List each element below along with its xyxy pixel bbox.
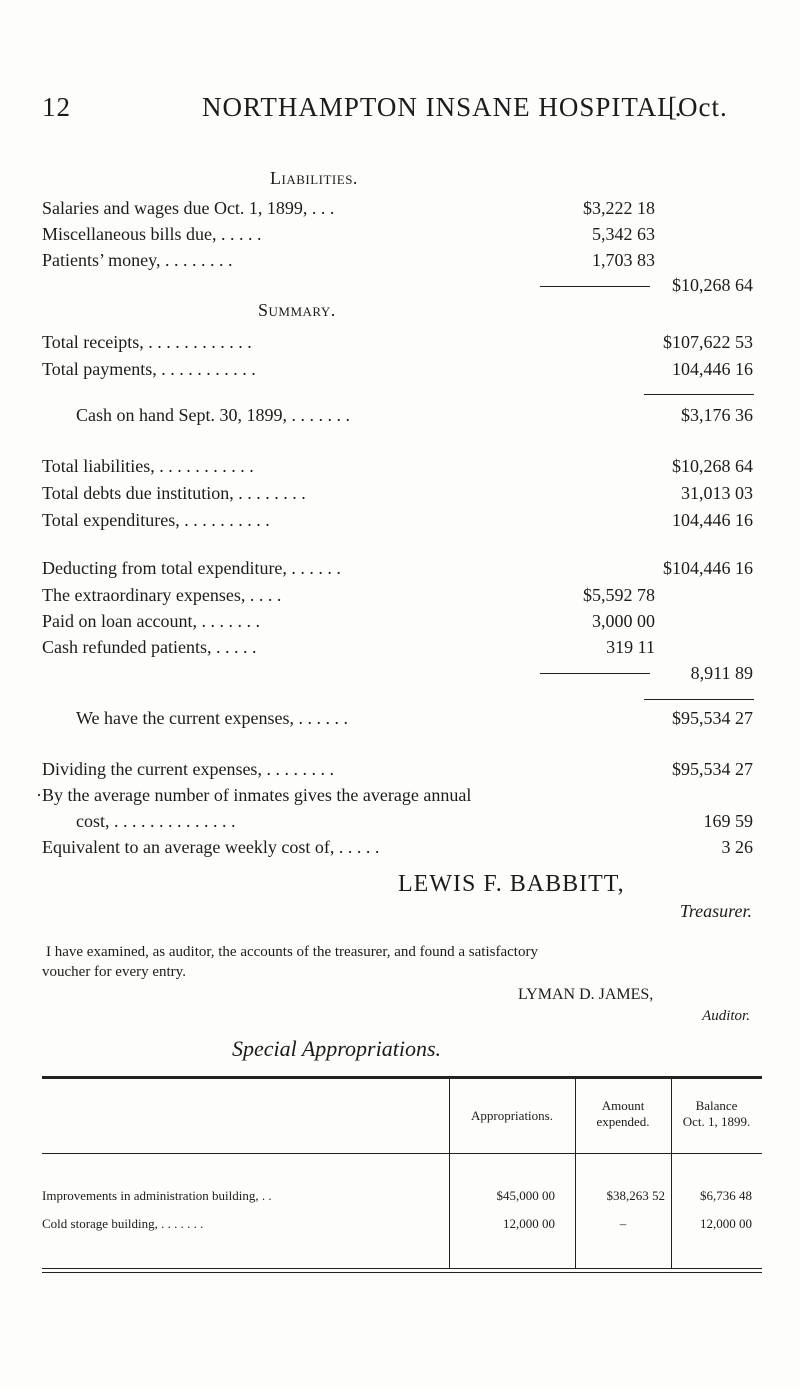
auditor-statement-line-2: voucher for every entry. <box>42 964 186 980</box>
page-number: 12 <box>42 92 71 122</box>
total-liabilities-value: $10,268 64 <box>672 456 753 476</box>
column-header-line: Amount <box>601 1098 645 1113</box>
table-row-expended: – <box>619 1216 627 1231</box>
column-header-amount-expended <box>575 1098 671 1130</box>
table-top-rule <box>42 1076 762 1079</box>
column-header-appropriations: Appropriations. <box>471 1108 553 1123</box>
average-line-2: cost, . . . . . . . . . . . . . . <box>76 811 236 831</box>
auditor-name: LYMAN D. JAMES, <box>518 986 654 1003</box>
column-header-line: Oct. 1, 1899. <box>682 1114 751 1129</box>
liabilities-total: $10,268 64 <box>672 275 753 295</box>
total-payments-label: Total payments, . . . . . . . . . . . <box>42 359 256 379</box>
treasurer-title: Treasurer. <box>679 901 752 921</box>
table-row-appropriation: 12,000 00 <box>503 1216 555 1231</box>
liability-label: Patients’ money, . . . . . . . . <box>42 250 233 270</box>
page-title: NORTHAMPTON INSANE HOSPITAL. <box>202 92 683 122</box>
extraordinary-value: $5,592 78 <box>583 585 655 605</box>
auditor-title: Auditor. <box>702 1008 750 1024</box>
total-receipts-label: Total receipts, . . . . . . . . . . . . <box>42 332 252 352</box>
average-line-1: ·By the average number of inmates gives the average annual <box>36 785 472 805</box>
refunded-value: 319 11 <box>606 637 655 657</box>
treasurer-name: LEWIS F. BABBITT, <box>398 871 625 897</box>
auditor-statement-line-1: I have examined, as auditor, the accounts of the treasurer, and found a satisfactory <box>46 944 538 960</box>
liabilities-heading: Liabilities. <box>270 168 358 188</box>
total-payments-value: 104,446 16 <box>672 359 753 379</box>
total-expenditures-value: 104,446 16 <box>672 510 753 530</box>
current-expenses-label: We have the current expenses, . . . . . . <box>76 708 348 728</box>
table-header-rule <box>42 1153 762 1154</box>
liability-label: Miscellaneous bills due, . . . . . <box>42 224 262 244</box>
dividing-value: $95,534 27 <box>672 759 753 779</box>
summary-rule <box>644 394 754 395</box>
loan-value: 3,000 00 <box>592 611 655 631</box>
loan-label: Paid on loan account, . . . . . . . <box>42 611 260 631</box>
page-month: [Oct. <box>668 92 728 122</box>
table-row-label: Improvements in administration building, . . <box>42 1188 272 1203</box>
weekly-label: Equivalent to an average weekly cost of, . . . . . <box>42 837 380 857</box>
table-row-label: Cold storage building, . . . . . . . <box>42 1216 204 1231</box>
deduction-total: 8,911 89 <box>690 663 753 683</box>
summary-heading: Summary. <box>258 300 336 320</box>
weekly-cost-value: 3 26 <box>721 837 753 857</box>
annual-cost-value: 169 59 <box>703 811 753 831</box>
table-row-balance: 12,000 00 <box>700 1216 752 1231</box>
table-row-expended: $38,263 52 <box>606 1188 665 1203</box>
total-debts-value: 31,013 03 <box>681 483 753 503</box>
table-bottom-rule <box>42 1272 762 1273</box>
table-column-divider <box>671 1153 672 1268</box>
dividing-label: Dividing the current expenses, . . . . . . . . <box>42 759 334 779</box>
current-expenses-value: $95,534 27 <box>672 708 753 728</box>
deducting-value: $104,446 16 <box>663 558 753 578</box>
table-bottom-rule <box>42 1268 762 1269</box>
total-liabilities-label: Total liabilities, . . . . . . . . . . . <box>42 456 254 476</box>
cash-on-hand-label: Cash on hand Sept. 30, 1899, . . . . . . . <box>76 405 350 425</box>
total-expenditures-label: Total expenditures, . . . . . . . . . . <box>42 510 270 530</box>
column-header-line: expended. <box>596 1114 650 1129</box>
current-rule <box>644 699 754 700</box>
total-receipts-value: $107,622 53 <box>663 332 753 352</box>
cash-on-hand-value: $3,176 36 <box>681 405 753 425</box>
table-column-divider <box>575 1153 576 1268</box>
refunded-label: Cash refunded patients, . . . . . <box>42 637 257 657</box>
table-column-divider <box>449 1153 450 1268</box>
column-header-line: Balance <box>695 1098 738 1113</box>
liability-amount: 5,342 63 <box>592 224 655 244</box>
column-header-balance <box>671 1098 762 1130</box>
deducting-label: Deducting from total expenditure, . . . . . . <box>42 558 341 578</box>
extraordinary-label: The extraordinary expenses, . . . . <box>42 585 282 605</box>
special-appropriations-heading: Special Appropriations. <box>232 1036 441 1061</box>
table-row-balance: $6,736 48 <box>700 1188 752 1203</box>
table-row-appropriation: $45,000 00 <box>496 1188 555 1203</box>
liability-label: Salaries and wages due Oct. 1, 1899, . . . <box>42 198 335 218</box>
liability-amount: 1,703 83 <box>592 250 655 270</box>
liability-amount: $3,222 18 <box>583 198 655 218</box>
total-debts-label: Total debts due institution, . . . . . . . . <box>42 483 306 503</box>
